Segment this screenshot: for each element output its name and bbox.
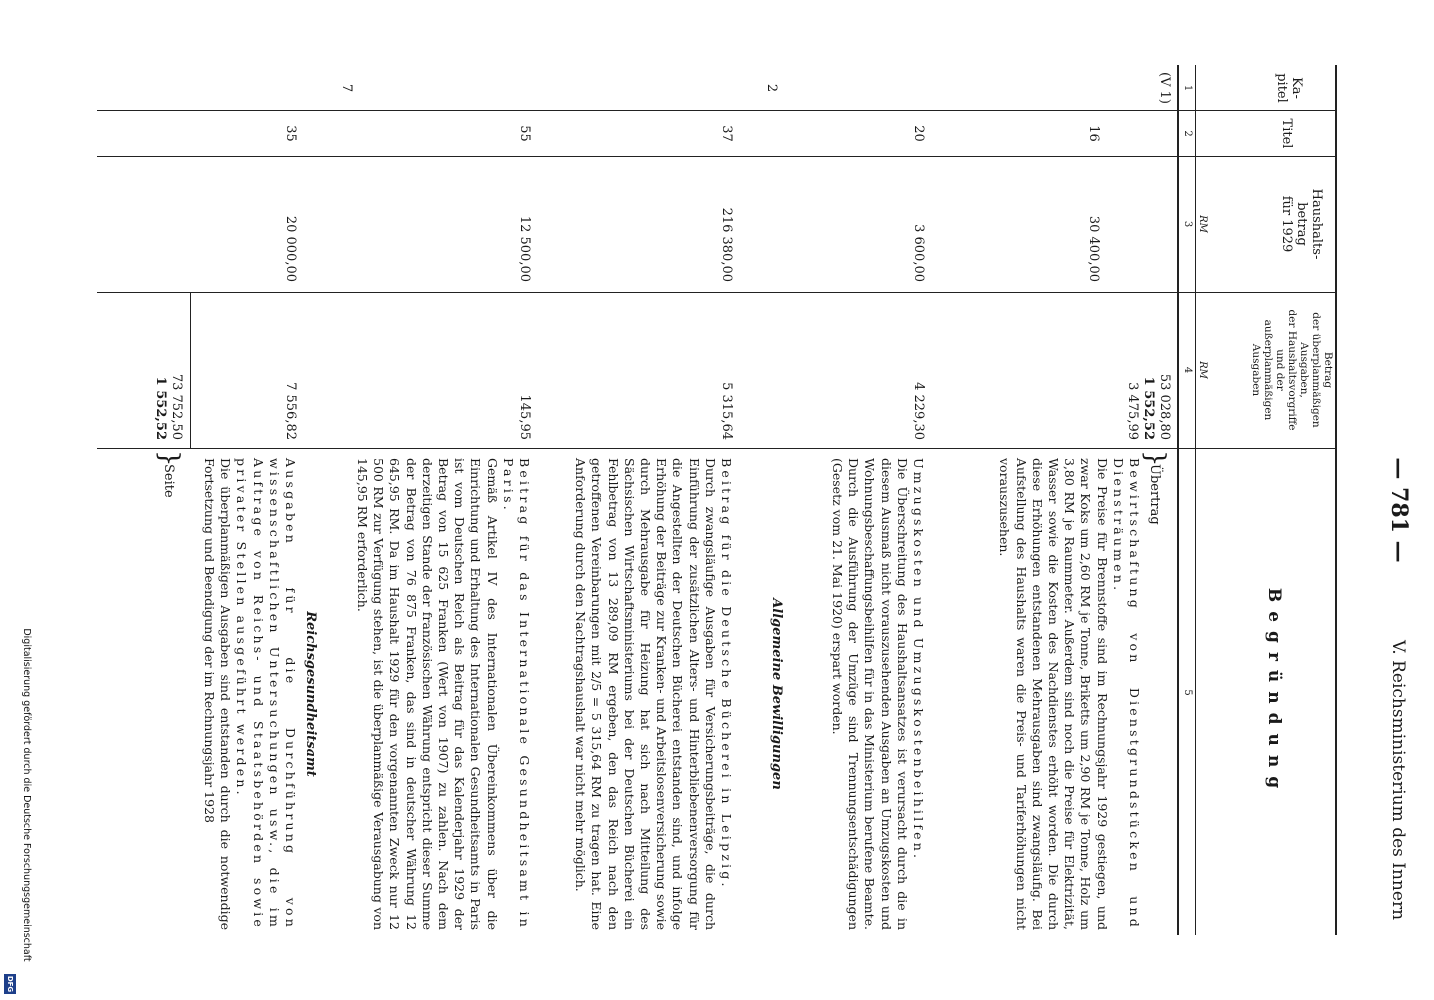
column-number-3: 3 bbox=[1182, 220, 1193, 228]
carry-over-value-3: 3 475,99 bbox=[1125, 382, 1140, 440]
row-1-subject: Bewirtschaftung von Dienstgrundstücken und Diensträumen. bbox=[1110, 458, 1142, 930]
page-total-label: Seite bbox=[161, 464, 176, 498]
dfg-logo: DFG bbox=[6, 975, 14, 993]
row-2-explanation: Die Überschreitung des Haushaltsansatzes ist verursacht durch die in diesem Ausmaß nicht vorauszusehenden Ausgaben an Umzugskosten und Wohnungsbeschaffungsbeihilfen für in das Ministerium berufene Beamte. Durch die Ausführung der Umzüge sind Trennungsentschädigungen (Gesetz vom 21. Mai 1920) erspart worden. bbox=[829, 458, 910, 930]
row-3-heading: Allgemeine Bewilligungen bbox=[769, 598, 784, 790]
carry-over-label: Übertrag bbox=[1147, 464, 1162, 525]
row-1-titel: 16 bbox=[1086, 125, 1101, 142]
total-rule bbox=[190, 292, 191, 448]
page-total-brace: } bbox=[154, 450, 184, 467]
page-number: — 781 — bbox=[1386, 457, 1412, 563]
row-2-subject: Umzugskosten und Umzugskostenbeihilfen. bbox=[911, 458, 926, 862]
row-4-betrag: 145,95 bbox=[517, 394, 532, 440]
column-header-haushalt: Haushalts- betrag für 1929 bbox=[1279, 188, 1324, 260]
column-unit-3: RM bbox=[1197, 215, 1208, 233]
row-5-betrag: 7 556,82 bbox=[283, 382, 298, 440]
row-1-text bbox=[996, 458, 1142, 930]
page-total-value-2: 1 552,52 bbox=[153, 376, 168, 440]
row-3-haushalt: 216 380,00 bbox=[719, 207, 734, 282]
number-row-rule bbox=[1195, 65, 1196, 935]
column-header-kapitel: Ka- pitel bbox=[1274, 73, 1304, 103]
column-header-titel: Titel bbox=[1279, 118, 1294, 149]
column-number-1: 1 bbox=[1182, 84, 1193, 92]
row-3-kapitel: 2 bbox=[764, 83, 779, 93]
column-number-5: 5 bbox=[1182, 689, 1193, 696]
row-1-explanation: Die Preise für Brennstoffe sind im Rechnungsjahr 1929 gestiegen, und zwar Koks um 2,60 RM je Tonne, Briketts um 2,90 RM je Tonne, Holz um 3,80 RM je Raummeter. Außerdem sind noch die Preise für Elektrizität, Wasser sowie die Kosten des Nachdienstes erhöht worden. Die durch diese Erhöhungen entstandenen Mehrausgaben sind zwangsläufig. Bei Aufstellung des Haushalts waren die Preis- und Tariferhöhungen nicht vorauszusehen. bbox=[997, 458, 1110, 930]
row-2-haushalt: 3 600,00 bbox=[911, 224, 926, 282]
row-5-kapitel: 7 bbox=[339, 83, 354, 93]
chapter-mark: (V 1) bbox=[1157, 72, 1172, 104]
page-total-value-1: 73 752,50 bbox=[169, 373, 184, 440]
row-3-titel: 37 bbox=[719, 125, 734, 142]
carry-over-value-1: 53 028,80 bbox=[1157, 373, 1172, 440]
col-divider-4 bbox=[97, 448, 1337, 449]
row-4-subject: Beitrag für das Internationale Gesundheitsamt in Paris. bbox=[500, 458, 532, 930]
column-number-2: 2 bbox=[1182, 130, 1193, 137]
row-2-betrag: 4 229,30 bbox=[911, 382, 926, 440]
row-5-text bbox=[201, 458, 298, 930]
col-divider-3 bbox=[97, 292, 1337, 293]
digitization-note: Digitalisierung gefördert durch die Deutsche Forschungsgemeinschaft bbox=[21, 628, 32, 962]
column-number-4: 4 bbox=[1182, 366, 1193, 374]
row-4-titel: 55 bbox=[517, 125, 532, 142]
row-3-explanation: Durch zwangsläufige Ausgaben für Versicherungsbeiträge, die durch Einführung der zusätzlichen Alters- und Hinterbliebenenversorgung für die Angestellten der Deutschen Bücherei entstanden sind, und infolge Erhöhung der Beiträge zur Kranken- und Arbeitslosenversicherung sowie durch Mehrausgabe für Heizung hat sich nach Mitteilung des Sächsischen Wirtschaftsministeriums bei der Deutschen Bücherei ein Fehlbetrag von 13 289,09 RM ergeben, den das Reich nach den getroffenen Vereinbarungen mit 2/5 = 5 315,64 RM zu tragen hat. Eine Anforderung durch den Nachtragshaushalt war nicht mehr möglich. bbox=[573, 458, 718, 930]
column-unit-4: RM bbox=[1197, 361, 1208, 379]
row-3-text bbox=[572, 458, 734, 930]
running-head: V. Reichsministerium des Innern bbox=[1388, 640, 1408, 921]
row-5-haushalt: 20 000,00 bbox=[283, 215, 298, 282]
carry-over-brace: } bbox=[1140, 450, 1170, 467]
row-1-haushalt: 30 400,00 bbox=[1086, 215, 1101, 282]
row-5-titel: 35 bbox=[283, 125, 298, 142]
carry-over-value-2: 1 552,52 bbox=[1141, 376, 1156, 440]
row-3-subject: Beitrag für die Deutsche Bücherei in Leipzig. bbox=[719, 458, 734, 890]
row-4-text bbox=[354, 458, 532, 930]
section-heading: Begründung bbox=[1264, 587, 1284, 798]
row-5-subject: Ausgaben für die Durchführung von wissenschaftlichen Untersuchungen usw., die im Auftrage von Reichs- und Staatsbehörden sowie privater Stellen ausgeführt werden. bbox=[234, 458, 298, 930]
row-3-betrag: 5 315,64 bbox=[719, 382, 734, 440]
header-bottom-rule bbox=[1178, 65, 1180, 935]
col-divider-2 bbox=[97, 156, 1337, 157]
column-header-betrag: Betrag der überplanmäßigen Ausgaben, der Haushaltsvorgriffe und der außerplanmäßigen Ausgaben bbox=[1250, 309, 1334, 431]
row-4-explanation: Gemäß Artikel IV des Internationalen Übereinkommens über die Einrichtung und Erhaltung des Internationalen Gesundheitsamts in Paris ist vom Deutschen Reich als Beitrag für das Kalenderjahr 1929 der Betrag von 15 625 Franken (Wert von 1907) zu zahlen. Nach dem derzeitigen Stande der französischen Währung entspricht dieser Summe der Betrag von 76 875 Franken, das sind in deutscher Währung 12 645,95 RM. Da im Haushalt 1929 für den vorgenannten Zweck nur 12 500 RM zur Verfügung stehen, ist die überplanmäßige Verausgabung von 145,95 RM erforderlich. bbox=[354, 458, 500, 930]
row-5-heading: Reichsgesundheitsamt bbox=[303, 611, 318, 777]
row-2-text bbox=[829, 458, 926, 930]
row-5-explanation: Die überplanmäßigen Ausgaben sind entstanden durch die notwendige Fortsetzung und Beendigung der im Rechnungsjahr 1928 bbox=[201, 458, 234, 930]
row-2-titel: 20 bbox=[911, 125, 926, 142]
table-top-rule bbox=[1335, 65, 1337, 935]
row-4-haushalt: 12 500,00 bbox=[517, 215, 532, 282]
